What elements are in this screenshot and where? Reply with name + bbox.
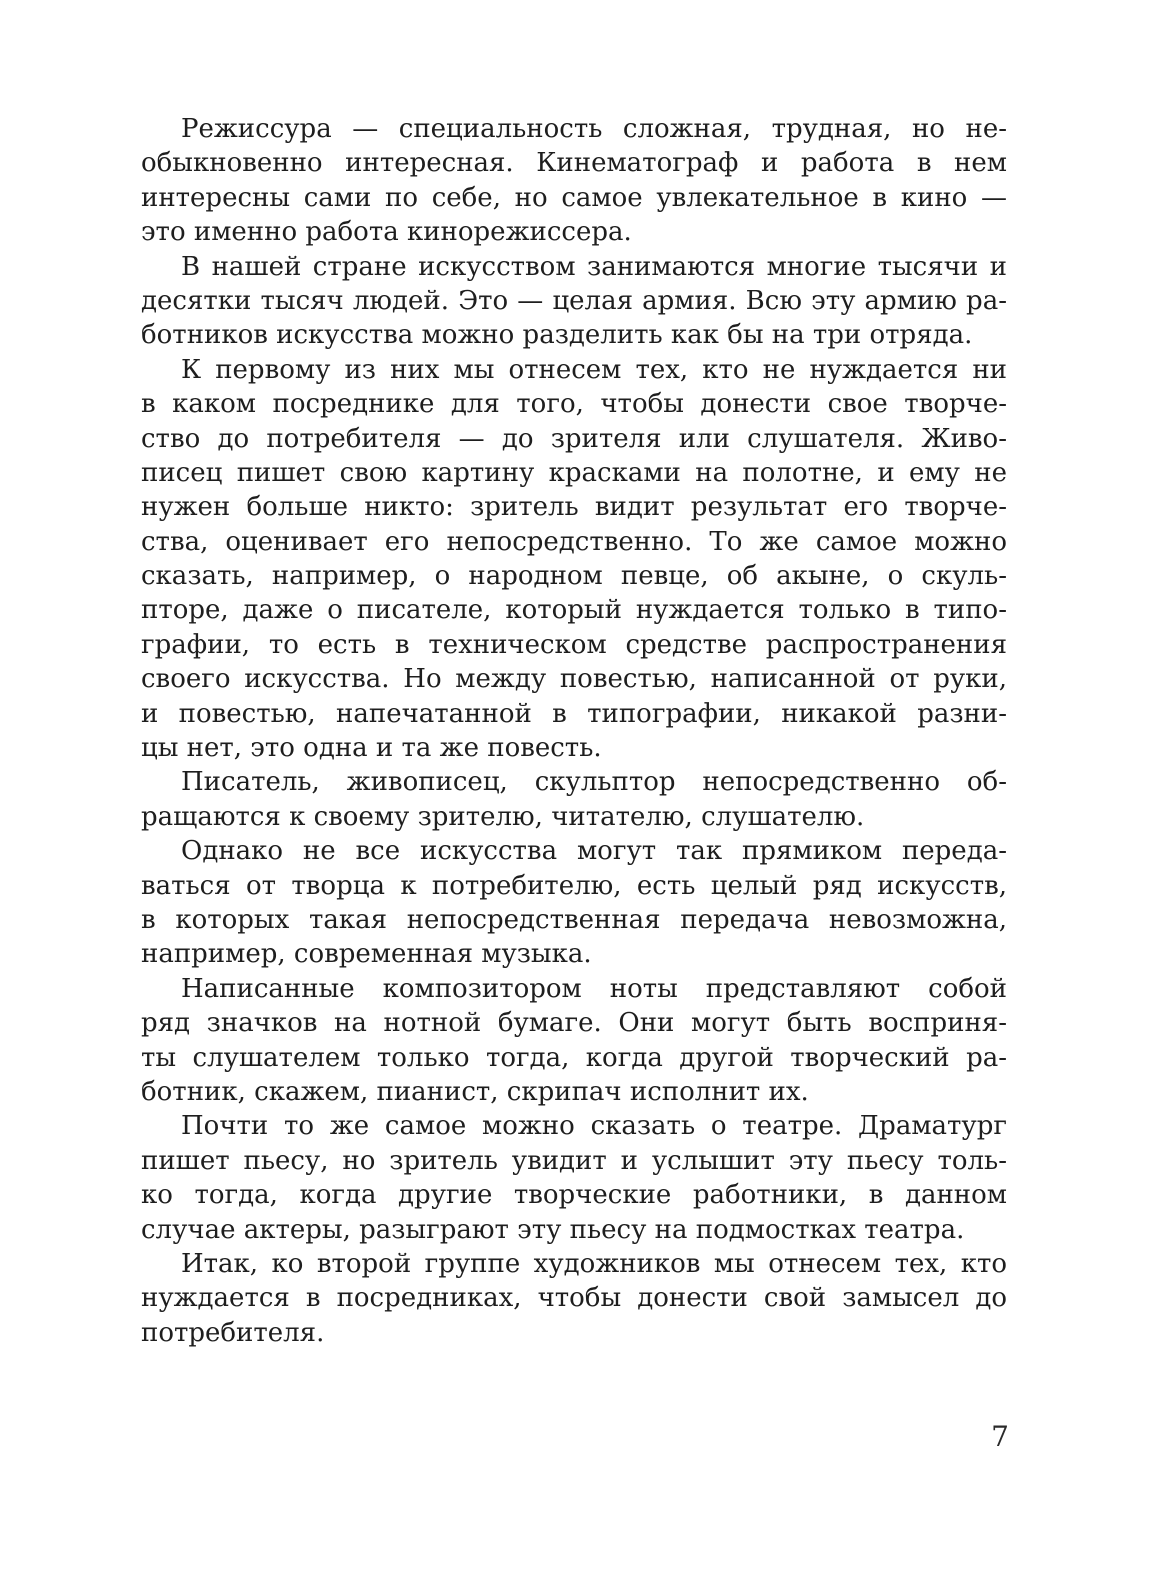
page-number: 7 xyxy=(991,1420,1009,1453)
text-line: пишет пьесу, но зритель увидит и услышит эту пьесу толь- xyxy=(141,1145,1007,1176)
text-line: Написанные композитором ноты представляют собой xyxy=(181,973,1007,1004)
text-line: своего искусства. Но между повестью, написанной от руки, xyxy=(141,664,1007,695)
text-line: Писатель, живописец, скульптор непосредственно об- xyxy=(181,767,1007,798)
text-line: В нашей стране искусством занимаются многие тысячи и xyxy=(181,251,1007,282)
text-line: ты слушателем только тогда, когда другой творческий ра- xyxy=(141,1042,1007,1073)
text-line: случае актеры, разыграют эту пьесу на подмостках театра. xyxy=(141,1214,965,1245)
paragraph xyxy=(141,1247,1007,1350)
text-line: ко тогда, когда другие творческие работники, в данном xyxy=(141,1180,1007,1211)
paragraph xyxy=(141,972,1007,1110)
text-line: ства, оценивает его непосредственно. То же самое можно xyxy=(141,526,1007,557)
text-line: нуждается в посредниках, чтобы донести свой замысел до xyxy=(141,1283,1007,1314)
text-line: и повестью, напечатанной в типографии, никакой разни- xyxy=(141,698,1007,729)
text-line: Итак, ко второй группе художников мы отнесем тех, кто xyxy=(181,1248,1007,1279)
text-line: ряд значков на нотной бумаге. Они могут быть восприня- xyxy=(141,1008,1007,1039)
text-line: в которых такая непосредственная передача невозможна, xyxy=(141,904,1007,935)
text-line: Режиссура — специальность сложная, трудная, но не- xyxy=(181,114,1007,144)
text-line: обыкновенно интересная. Кинематограф и работа в нем xyxy=(141,148,1007,179)
text-line: например, современная музыка. xyxy=(141,939,592,970)
paragraph xyxy=(141,250,1007,353)
text-line: ращаются к своему зрителю, читателю, слушателю. xyxy=(141,801,865,832)
text-line: в каком посреднике для того, чтобы донести свое творче- xyxy=(141,389,1007,420)
text-line: интересны сами по себе, но самое увлекательное в кино — xyxy=(141,182,1007,213)
body-text xyxy=(141,112,1007,1350)
text-line: графии, то есть в техническом средстве распространения xyxy=(141,629,1007,660)
text-line: нужен больше никто: зритель видит результат его творче- xyxy=(141,492,1007,523)
paragraph xyxy=(141,353,1007,766)
text-line: сказать, например, о народном певце, об акыне, о скуль- xyxy=(141,561,1007,592)
text-line: цы нет, это одна и та же повесть. xyxy=(141,733,602,764)
text-line: пторе, даже о писателе, который нуждается только в типо- xyxy=(141,595,1007,626)
paragraph xyxy=(141,112,1007,250)
text-line: Почти то же самое можно сказать о театре. Драматург xyxy=(181,1111,1007,1142)
paragraph xyxy=(141,834,1007,972)
text-line: ботников искусства можно разделить как бы на три отряда. xyxy=(141,320,973,351)
paragraph xyxy=(141,765,1007,834)
text-line: ство до потребителя — до зрителя или слушателя. Живо- xyxy=(141,423,1007,454)
text-line: десятки тысяч людей. Это — целая армия. Всю эту армию ра- xyxy=(141,285,1007,316)
paragraph xyxy=(141,1109,1007,1247)
text-line: К первому из них мы отнесем тех, кто не нуждается ни xyxy=(181,354,1007,385)
text-line: ботник, скажем, пианист, скрипач исполнит их. xyxy=(141,1076,809,1107)
text-line: писец пишет свою картину красками на полотне, и ему не xyxy=(141,457,1007,488)
text-line: потребителя. xyxy=(141,1317,325,1348)
text-line: Однако не все искусства могут так прямиком переда- xyxy=(181,836,1007,867)
text-line: это именно работа кинорежиссера. xyxy=(141,217,632,248)
text-line: ваться от творца к потребителю, есть целый ряд искусств, xyxy=(141,870,1007,901)
